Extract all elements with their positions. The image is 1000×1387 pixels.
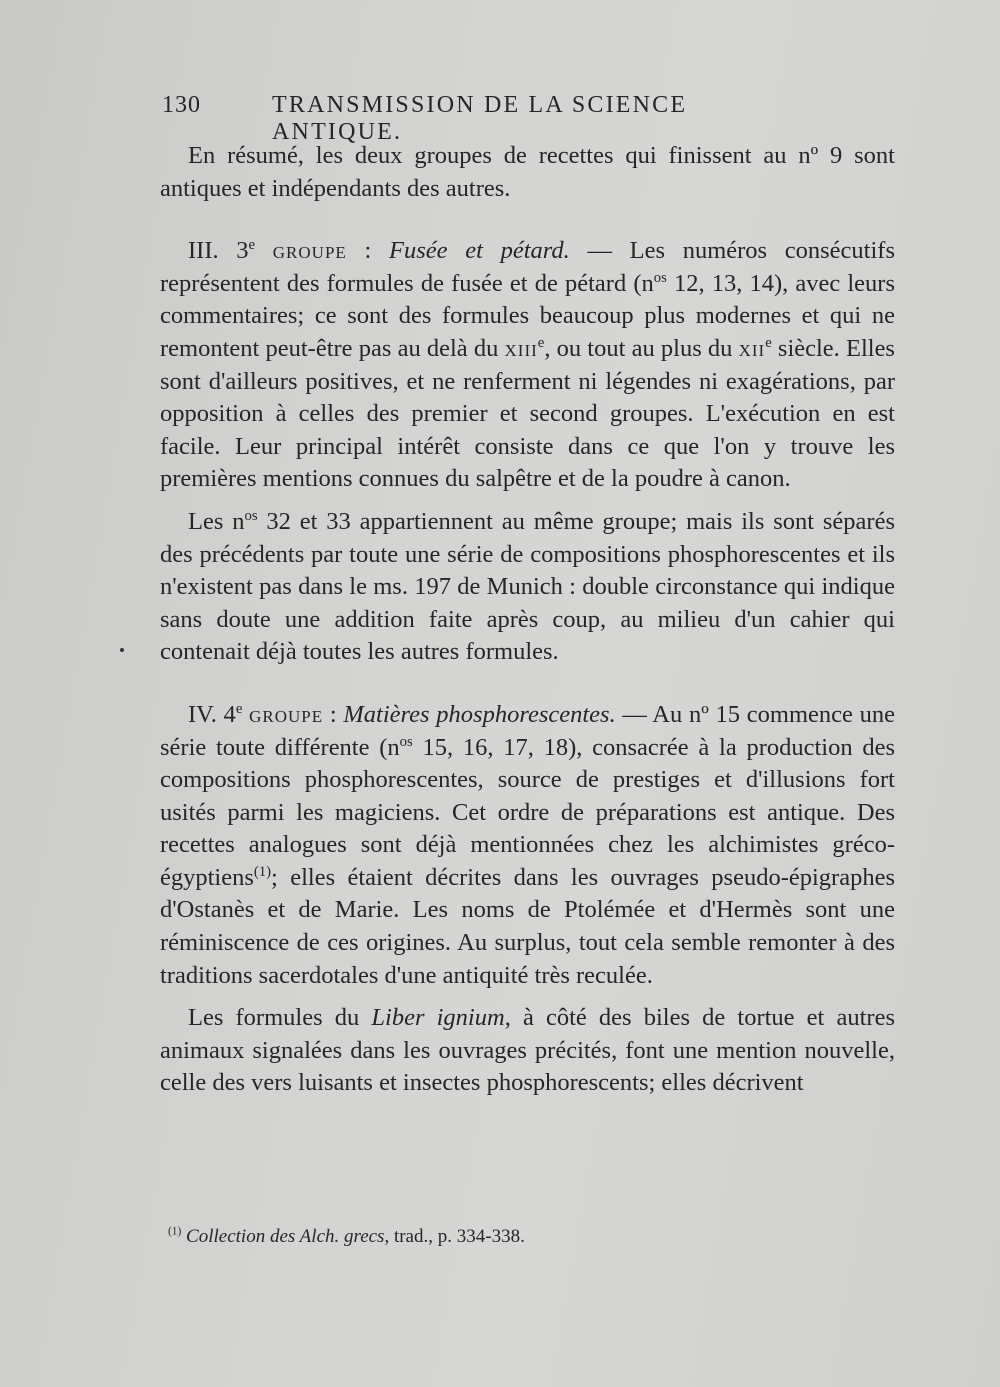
footnote-reference[interactable]: (1) xyxy=(253,863,272,880)
group-label: groupe xyxy=(249,700,324,728)
paragraph-group-4: IV. 4e groupe : Matières phosphorescentes. — Au nº 15 commence une série toute différente ($n^{os}$ 15, 16, 17, 18), consacrée à la production des compositions phosphorescentes, source de prestiges et d'illusions fort usités parmi les magiciens. Cet ordre de préparations est antique. Des recettes analogues sont déjà mentionnées chez les alchimistes gréco-égyptiens$^{(1)}$; elles étaient décrites dans les ouvrages pseudo-épigraphes d'Ostanès et de Marie. Les noms de Ptolémée et d'Hermès sont une réminiscence de ces origines. Au surplus, tout cela semble remonter à des traditions sacerdotales d'une antiquité très reculée. xyxy=(160,700,896,989)
group-label: groupe xyxy=(272,237,347,265)
footnote xyxy=(168,1224,888,1250)
group-title: Fusée et pétard. xyxy=(389,237,570,265)
main-text xyxy=(160,140,895,1100)
book-title: Liber ignium xyxy=(371,1004,505,1032)
paragraph-group-3: III. 3e groupe : Fusée et pétard. — Les numéros consécutifs représentent des formules de fusée et de pétard ($n^{os}$ 12, 13, 14), avec leurs commentaires; ce sont des formules beaucoup plus modernes et qui ne remontent peut-être pas au delà du xiii$^e$, ou tout au plus du xii$^e$ siècle. Elles sont d'ailleurs positives, et ne renferment ni légendes ni exagérations, par opposition à celles des premier et second groupes. L'exécution en est facile. Leur principal intérêt consiste dans ce que l'on y trouve les premières mentions connues du salpêtre et de la poudre à canon. xyxy=(160,237,895,493)
footnote-marker: (1) xyxy=(168,1225,182,1238)
footnote-title: Collection des Alch. grecs xyxy=(186,1226,385,1247)
page-number: 130 xyxy=(162,92,201,118)
paragraph-summary: En résumé, les deux groupes de recettes qui finissent au nº 9 sont antiques et indépendants des autres. xyxy=(160,142,895,202)
paragraph-liber-ignium: Les formules du Liber ignium, à côté des biles de tortue et autres animaux signalées dans les ouvrages précités, font une mention nouvelle, celle des vers luisants et insectes phosphorescents; elles décrivent xyxy=(160,1004,895,1097)
footnote-rest: , trad., p. 334-338. xyxy=(384,1226,525,1247)
paragraph-numbers-32-33: Les $n^{os}$ 32 et 33 appartiennent au même groupe; mais ils sont séparés des précédents par toute une série de compositions phosphorescentes et ils n'existent pas dans le ms. 197 de Munich : double circonstance qui indique sans doute une addition faite après coup, au milieu d'un cahier qui contenait déjà toutes les autres formules. xyxy=(160,507,895,666)
group-number: IV. 4 xyxy=(188,700,236,728)
group-title: Matières phosphorescentes. xyxy=(343,700,616,728)
ink-speck xyxy=(120,648,124,652)
running-title: TRANSMISSION DE LA SCIENCE ANTIQUE. xyxy=(272,92,688,145)
group-number: III. 3 xyxy=(188,237,249,265)
